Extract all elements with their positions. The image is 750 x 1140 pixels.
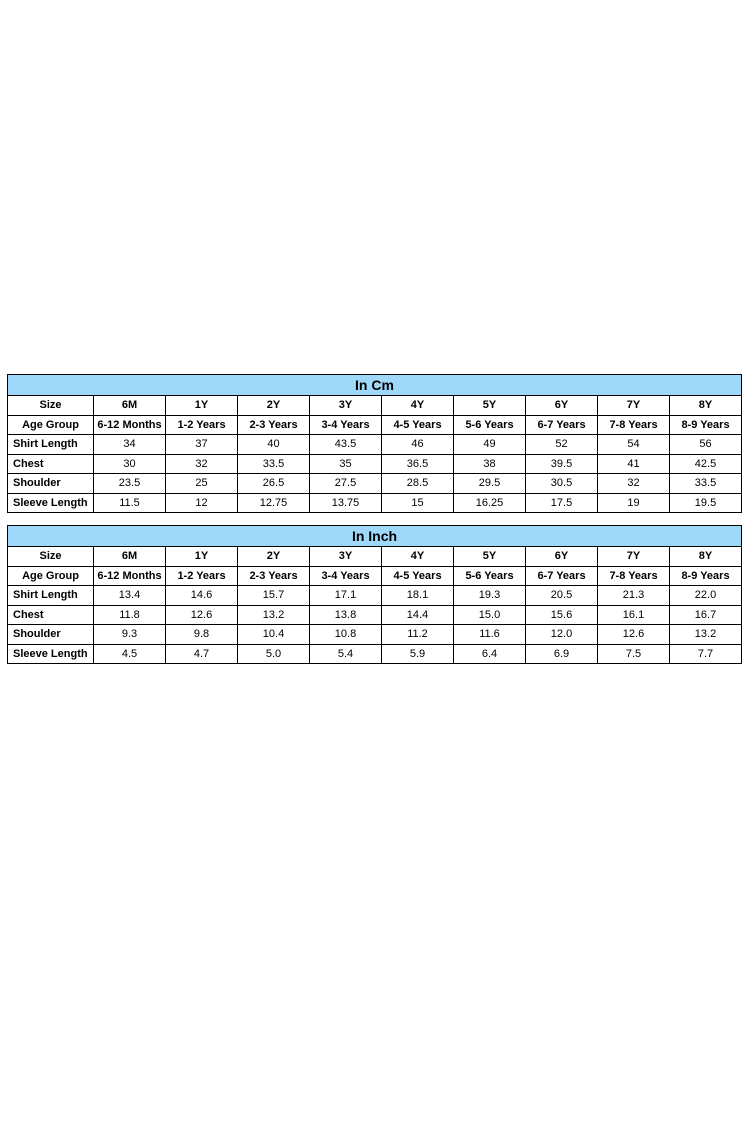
measurement-value: 11.8	[94, 605, 166, 625]
measurement-value: 16.25	[454, 493, 526, 513]
measurement-value: 30.5	[526, 474, 598, 494]
table-title-row	[8, 526, 742, 547]
measurement-value: 56	[670, 435, 742, 455]
measurement-value: 52	[526, 435, 598, 455]
age-group-row	[8, 566, 742, 586]
size-header-cell: 7Y	[598, 547, 670, 567]
age-group-row	[8, 415, 742, 435]
measurement-value: 46	[382, 435, 454, 455]
size-header-cell: 1Y	[166, 547, 238, 567]
age-group-cell: 4-5 Years	[382, 415, 454, 435]
measurement-value: 34	[94, 435, 166, 455]
table-title-row	[8, 375, 742, 396]
measurement-value: 10.8	[310, 625, 382, 645]
measurement-value: 25	[166, 474, 238, 494]
measurement-value: 32	[166, 454, 238, 474]
measurement-value: 21.3	[598, 586, 670, 606]
measurement-value: 38	[454, 454, 526, 474]
measurement-value: 17.1	[310, 586, 382, 606]
measurement-value: 49	[454, 435, 526, 455]
measurement-row	[8, 435, 742, 455]
size-chart-inch-table	[7, 525, 742, 664]
measurement-value: 15.0	[454, 605, 526, 625]
measurement-value: 33.5	[670, 474, 742, 494]
size-header-cell: 3Y	[310, 547, 382, 567]
measurement-label: Shirt Length	[8, 435, 94, 455]
measurement-value: 42.5	[670, 454, 742, 474]
measurement-value: 37	[166, 435, 238, 455]
size-label: Size	[8, 396, 94, 416]
measurement-value: 11.2	[382, 625, 454, 645]
age-group-cell: 3-4 Years	[310, 566, 382, 586]
measurement-row	[8, 493, 742, 513]
measurement-value: 9.3	[94, 625, 166, 645]
size-header-cell: 8Y	[670, 547, 742, 567]
measurement-row	[8, 586, 742, 606]
measurement-value: 15.7	[238, 586, 310, 606]
measurement-row	[8, 625, 742, 645]
measurement-value: 43.5	[310, 435, 382, 455]
measurement-label: Chest	[8, 454, 94, 474]
measurement-value: 28.5	[382, 474, 454, 494]
size-header-cell: 5Y	[454, 547, 526, 567]
measurement-row	[8, 454, 742, 474]
size-chart-cm-table	[7, 374, 742, 513]
measurement-value: 12.6	[166, 605, 238, 625]
measurement-value: 54	[598, 435, 670, 455]
age-group-cell: 7-8 Years	[598, 415, 670, 435]
size-header-cell: 2Y	[238, 547, 310, 567]
measurement-value: 7.5	[598, 644, 670, 664]
size-header-cell: 6M	[94, 396, 166, 416]
measurement-value: 36.5	[382, 454, 454, 474]
measurement-value: 5.9	[382, 644, 454, 664]
measurement-value: 12	[166, 493, 238, 513]
size-header-cell: 6Y	[526, 396, 598, 416]
size-header-cell: 8Y	[670, 396, 742, 416]
size-header-row	[8, 547, 742, 567]
size-label: Size	[8, 547, 94, 567]
measurement-value: 12.0	[526, 625, 598, 645]
measurement-value: 19.5	[670, 493, 742, 513]
size-header-cell: 7Y	[598, 396, 670, 416]
measurement-value: 11.6	[454, 625, 526, 645]
measurement-value: 12.75	[238, 493, 310, 513]
measurement-value: 13.8	[310, 605, 382, 625]
measurement-value: 20.5	[526, 586, 598, 606]
age-group-cell: 3-4 Years	[310, 415, 382, 435]
measurement-value: 30	[94, 454, 166, 474]
measurement-value: 13.75	[310, 493, 382, 513]
age-group-cell: 1-2 Years	[166, 566, 238, 586]
size-header-cell: 6Y	[526, 547, 598, 567]
age-group-cell: 8-9 Years	[670, 415, 742, 435]
measurement-row	[8, 605, 742, 625]
age-group-label: Age Group	[8, 566, 94, 586]
measurement-value: 33.5	[238, 454, 310, 474]
measurement-value: 39.5	[526, 454, 598, 474]
measurement-row	[8, 474, 742, 494]
measurement-label: Sleeve Length	[8, 493, 94, 513]
measurement-value: 12.6	[598, 625, 670, 645]
measurement-value: 5.0	[238, 644, 310, 664]
measurement-value: 14.4	[382, 605, 454, 625]
age-group-cell: 6-7 Years	[526, 415, 598, 435]
measurement-value: 41	[598, 454, 670, 474]
measurement-label: Chest	[8, 605, 94, 625]
age-group-cell: 6-7 Years	[526, 566, 598, 586]
measurement-value: 6.4	[454, 644, 526, 664]
age-group-label: Age Group	[8, 415, 94, 435]
size-header-cell: 4Y	[382, 396, 454, 416]
measurement-value: 6.9	[526, 644, 598, 664]
measurement-value: 4.7	[166, 644, 238, 664]
measurement-value: 7.7	[670, 644, 742, 664]
measurement-value: 16.7	[670, 605, 742, 625]
age-group-cell: 4-5 Years	[382, 566, 454, 586]
age-group-cell: 2-3 Years	[238, 415, 310, 435]
size-header-cell: 4Y	[382, 547, 454, 567]
age-group-cell: 2-3 Years	[238, 566, 310, 586]
measurement-value: 19.3	[454, 586, 526, 606]
age-group-cell: 6-12 Months	[94, 566, 166, 586]
measurement-value: 15	[382, 493, 454, 513]
age-group-cell: 5-6 Years	[454, 566, 526, 586]
measurement-value: 18.1	[382, 586, 454, 606]
age-group-cell: 6-12 Months	[94, 415, 166, 435]
measurement-value: 22.0	[670, 586, 742, 606]
age-group-cell: 5-6 Years	[454, 415, 526, 435]
measurement-value: 13.2	[670, 625, 742, 645]
measurement-value: 27.5	[310, 474, 382, 494]
measurement-value: 10.4	[238, 625, 310, 645]
age-group-cell: 1-2 Years	[166, 415, 238, 435]
measurement-value: 17.5	[526, 493, 598, 513]
table-title: In Cm	[8, 375, 742, 396]
measurement-value: 19	[598, 493, 670, 513]
measurement-label: Sleeve Length	[8, 644, 94, 664]
measurement-value: 15.6	[526, 605, 598, 625]
age-group-cell: 7-8 Years	[598, 566, 670, 586]
measurement-value: 4.5	[94, 644, 166, 664]
measurement-value: 35	[310, 454, 382, 474]
measurement-value: 11.5	[94, 493, 166, 513]
age-group-cell: 8-9 Years	[670, 566, 742, 586]
size-header-cell: 5Y	[454, 396, 526, 416]
measurement-value: 16.1	[598, 605, 670, 625]
measurement-value: 13.4	[94, 586, 166, 606]
measurement-label: Shirt Length	[8, 586, 94, 606]
measurement-label: Shoulder	[8, 474, 94, 494]
measurement-value: 26.5	[238, 474, 310, 494]
measurement-label: Shoulder	[8, 625, 94, 645]
table-title: In Inch	[8, 526, 742, 547]
size-header-cell: 3Y	[310, 396, 382, 416]
size-header-row	[8, 396, 742, 416]
size-header-cell: 2Y	[238, 396, 310, 416]
measurement-value: 23.5	[94, 474, 166, 494]
measurement-value: 9.8	[166, 625, 238, 645]
measurement-value: 5.4	[310, 644, 382, 664]
size-header-cell: 6M	[94, 547, 166, 567]
measurement-row	[8, 644, 742, 664]
measurement-value: 32	[598, 474, 670, 494]
size-header-cell: 1Y	[166, 396, 238, 416]
measurement-value: 40	[238, 435, 310, 455]
measurement-value: 14.6	[166, 586, 238, 606]
measurement-value: 29.5	[454, 474, 526, 494]
measurement-value: 13.2	[238, 605, 310, 625]
